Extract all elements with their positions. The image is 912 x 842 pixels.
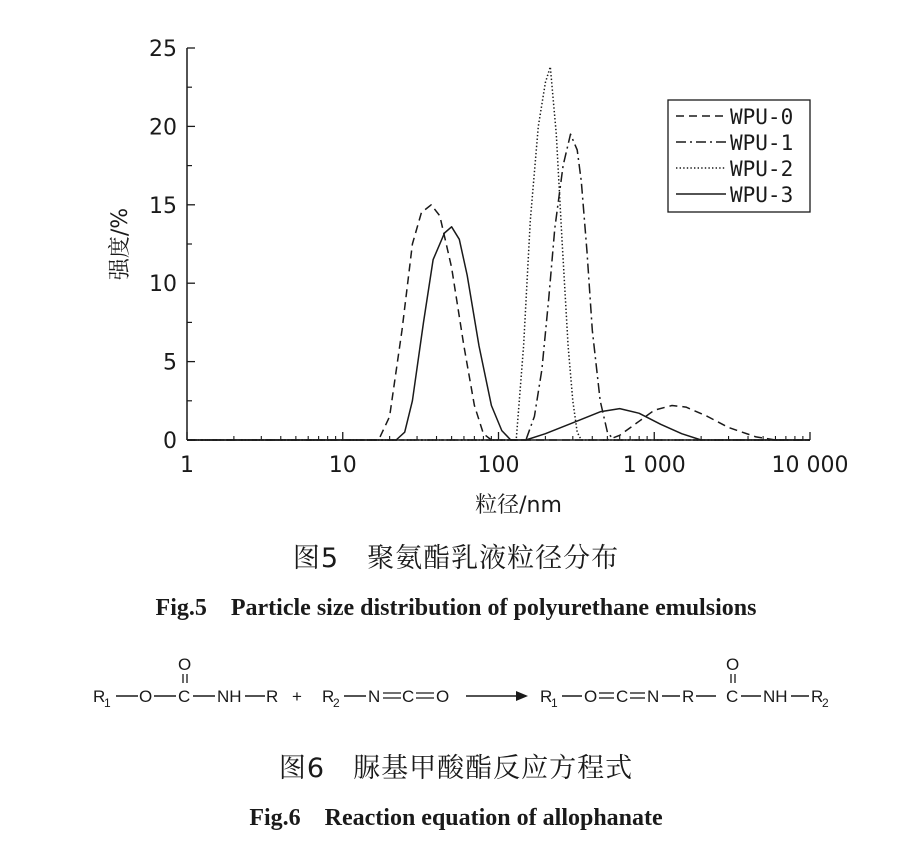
plus-sign: + <box>292 687 302 706</box>
svg-text:R: R <box>322 687 335 706</box>
svg-text:R: R <box>540 687 553 706</box>
y-axis-label: 强度/% <box>108 207 133 281</box>
chart-legend <box>668 100 810 212</box>
y-tick-label: 0 <box>163 429 177 454</box>
x-tick-label: 1 000 <box>622 453 686 478</box>
legend-label: WPU-1 <box>730 131 794 155</box>
y-tick-label: 10 <box>149 272 177 298</box>
legend-label: WPU-3 <box>730 183 794 207</box>
reaction-equation <box>0 640 912 730</box>
svg-text:O: O <box>584 687 598 706</box>
x-tick-label: 10 000 <box>771 453 849 478</box>
svg-text:R: R <box>266 687 279 706</box>
figure6-caption-cn: 图6 脲基甲酸酯反应方程式 <box>278 753 634 784</box>
svg-text:O: O <box>178 655 192 674</box>
x-axis-label: 粒径/nm <box>475 493 562 518</box>
y-tick-label: 25 <box>149 37 177 62</box>
svg-text:C: C <box>616 687 629 706</box>
svg-text:2: 2 <box>822 696 829 710</box>
svg-text:R: R <box>811 687 824 706</box>
product-allophanate <box>540 655 829 710</box>
svg-text:C: C <box>178 687 191 706</box>
y-tick-label: 15 <box>149 193 177 219</box>
svg-text:O: O <box>726 655 740 674</box>
x-tick-label: 1 <box>180 453 194 478</box>
svg-text:NH: NH <box>763 687 788 706</box>
reactant-isocyanate <box>322 687 449 710</box>
figure5-caption-en: Fig.5 Particle size distribution of polyurethane emulsions <box>155 595 757 621</box>
svg-text:O: O <box>436 687 450 706</box>
x-tick-label: 10 <box>328 453 357 478</box>
y-tick-label: 5 <box>163 350 177 376</box>
svg-text:N: N <box>647 687 660 706</box>
reaction-arrow <box>466 691 528 701</box>
svg-text:N: N <box>368 687 381 706</box>
x-tick-label: 100 <box>477 453 520 478</box>
figure5-caption-cn: 图5 聚氨酯乳液粒径分布 <box>292 543 620 574</box>
legend-label: WPU-0 <box>730 105 794 129</box>
series-line-wpu-0 <box>187 205 810 440</box>
figure6-caption-en: Fig.6 Reaction equation of allophanate <box>249 805 663 831</box>
reactant-carbamate <box>93 655 278 710</box>
svg-text:1: 1 <box>551 696 558 710</box>
svg-text:NH: NH <box>217 687 242 706</box>
svg-text:O: O <box>139 687 153 706</box>
series-line-wpu-3 <box>187 227 810 440</box>
svg-text:C: C <box>402 687 415 706</box>
svg-text:R: R <box>682 687 695 706</box>
svg-text:C: C <box>726 687 739 706</box>
svg-text:2: 2 <box>333 696 340 710</box>
y-tick-label: 20 <box>149 115 177 141</box>
svg-text:R: R <box>93 687 106 706</box>
svg-text:1: 1 <box>104 696 111 710</box>
legend-label: WPU-2 <box>730 157 794 181</box>
